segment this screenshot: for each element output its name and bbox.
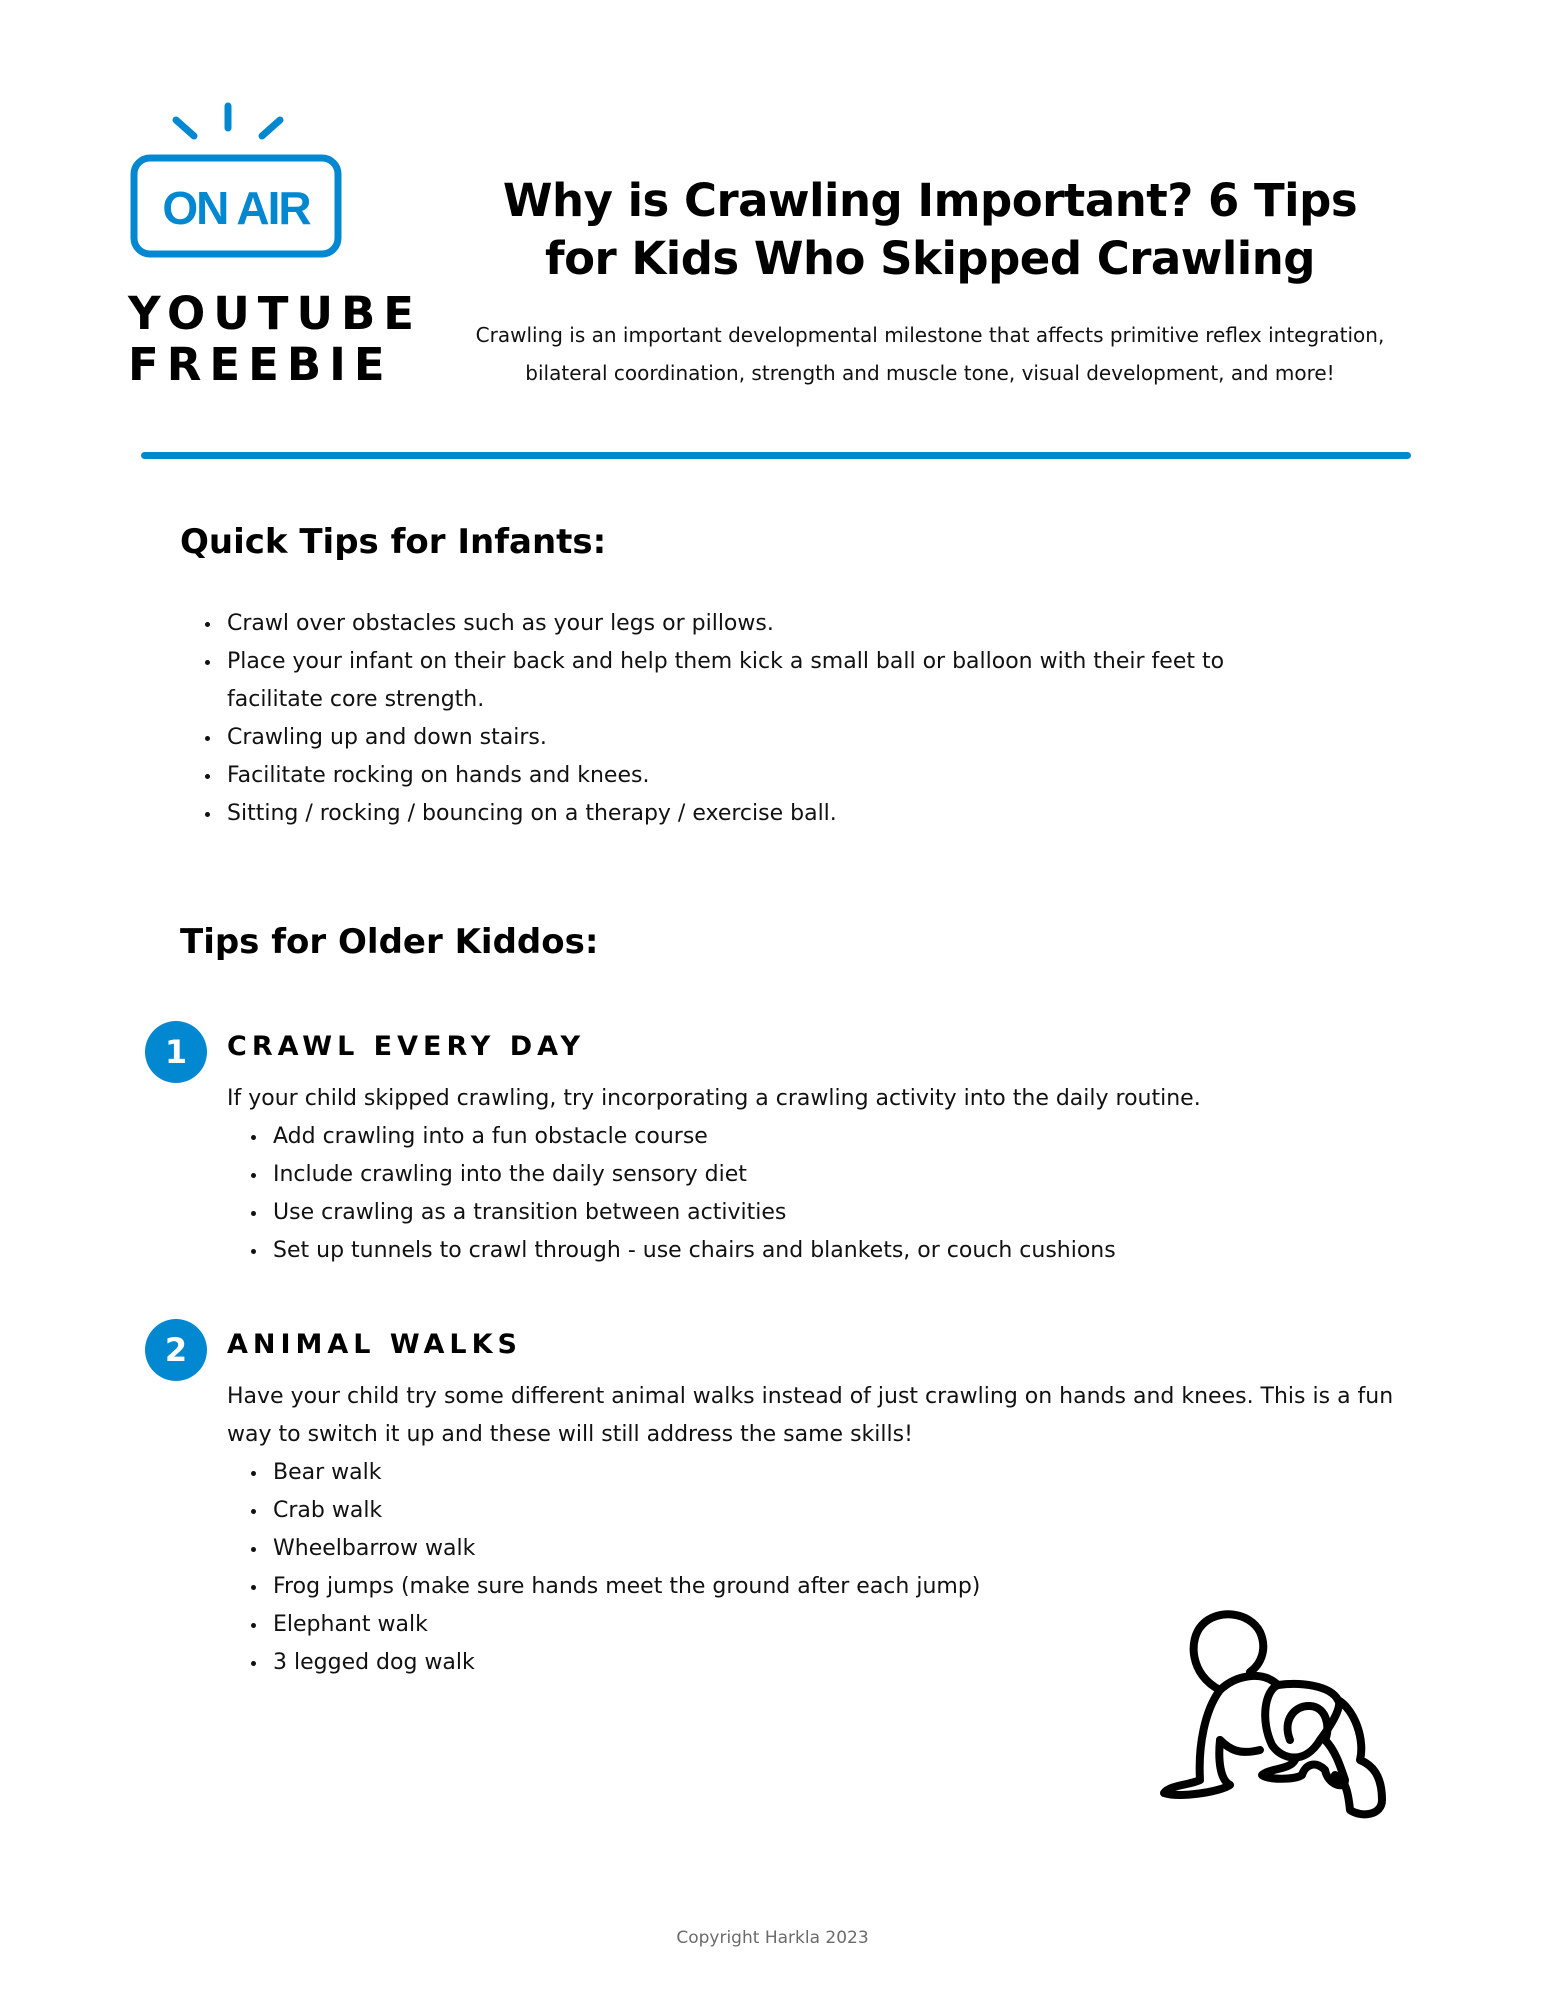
on-air-logo — [128, 98, 344, 260]
subtitle-line-1: Crawling is an important developmental milestone that affects primitive reflex integration, — [475, 323, 1385, 347]
crawling-baby-icon — [1150, 1580, 1395, 1825]
crawling-baby-illustration — [1150, 1580, 1395, 1825]
infant-tips-list — [227, 605, 1307, 833]
list-item: Crab walk — [273, 1492, 1273, 1530]
page-title — [470, 172, 1390, 288]
bullet-icon — [251, 1173, 256, 1178]
bullet-icon — [251, 1509, 256, 1514]
bullet-icon — [251, 1471, 256, 1476]
bullet-icon — [251, 1135, 256, 1140]
youtube-freebie-label — [128, 288, 422, 390]
list-item: Use crawling as a transition between activities — [273, 1194, 1273, 1232]
list-item: Add crawling into a fun obstacle course — [273, 1118, 1273, 1156]
bullet-icon — [205, 622, 210, 627]
tip-1-title: CRAWL EVERY DAY — [227, 1031, 585, 1062]
bullet-icon — [251, 1547, 256, 1552]
on-air-label: ON AIR — [162, 182, 310, 234]
tip-2-list — [273, 1454, 1273, 1682]
list-item: Crawling up and down stairs. — [227, 719, 1307, 757]
list-item: Include crawling into the daily sensory diet — [273, 1156, 1273, 1194]
list-item: Wheelbarrow walk — [273, 1530, 1273, 1568]
list-item: Set up tunnels to crawl through - use chairs and blankets, or couch cushions — [273, 1232, 1273, 1270]
header-divider — [141, 452, 1411, 459]
page-subtitle — [470, 316, 1390, 392]
tip-2-body: Have your child try some different animal walks instead of just crawling on hands and knees. This is a fun way to switch it up and these will still address the same skills! — [227, 1384, 1394, 1447]
tip-number-badge-2: 2 — [145, 1319, 207, 1381]
title-line-2: for Kids Who Skipped Crawling — [545, 232, 1315, 285]
bullet-icon — [251, 1211, 256, 1216]
list-item: Crawl over obstacles such as your legs or pillows. — [227, 605, 1307, 643]
bullet-icon — [251, 1249, 256, 1254]
older-heading: Tips for Older Kiddos: — [180, 922, 599, 962]
list-item: 3 legged dog walk — [273, 1644, 1273, 1682]
bullet-icon — [205, 812, 210, 817]
freebie-label: FREEBIE — [128, 338, 393, 391]
bullet-icon — [205, 736, 210, 741]
subtitle-line-2: bilateral coordination, strength and muscle tone, visual development, and more! — [525, 361, 1335, 385]
list-item: Frog jumps (make sure hands meet the ground after each jump) — [273, 1568, 1273, 1606]
tip-2-title: ANIMAL WALKS — [227, 1329, 522, 1360]
copyright-footer: Copyright Harkla 2023 — [676, 1928, 869, 1948]
list-item: Bear walk — [273, 1454, 1273, 1492]
youtube-label: YOUTUBE — [128, 287, 423, 340]
title-line-1: Why is Crawling Important? 6 Tips — [502, 174, 1358, 227]
infants-heading: Quick Tips for Infants: — [180, 522, 607, 562]
bullet-icon — [251, 1661, 256, 1666]
bullet-icon — [205, 660, 210, 665]
list-item: Facilitate rocking on hands and knees. — [227, 757, 1307, 795]
list-item: Sitting / rocking / bouncing on a therapy / exercise ball. — [227, 795, 1307, 833]
tip-1-body: If your child skipped crawling, try incorporating a crawling activity into the daily routine. — [227, 1086, 1201, 1111]
bullet-icon — [205, 774, 210, 779]
list-item: Elephant walk — [273, 1606, 1273, 1644]
bullet-icon — [251, 1585, 256, 1590]
bullet-icon — [251, 1623, 256, 1628]
on-air-sign-icon — [128, 98, 344, 260]
list-item: Place your infant on their back and help them kick a small ball or balloon with their feet to facilitate core strength. — [227, 643, 1307, 719]
title-block — [470, 172, 1390, 392]
tip-number-badge-1: 1 — [145, 1021, 207, 1083]
tip-1-list — [273, 1118, 1273, 1270]
